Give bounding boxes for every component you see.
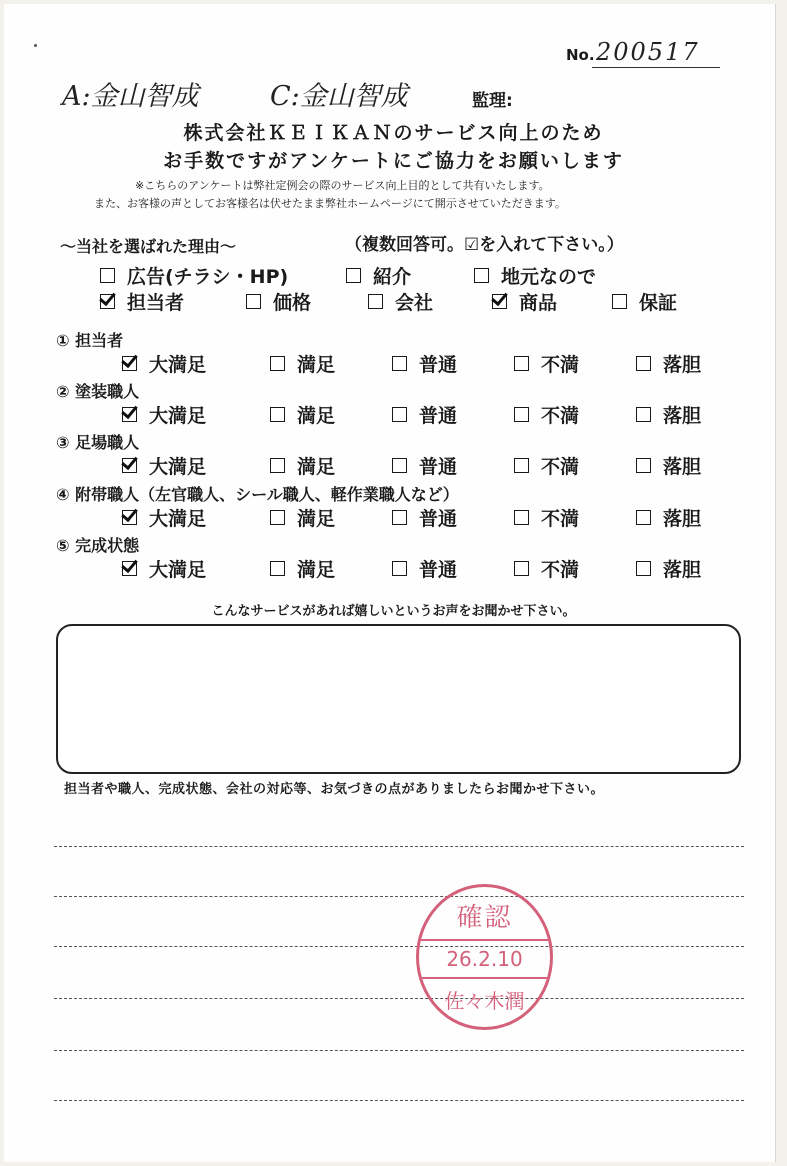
rating-option[interactable] — [122, 452, 206, 479]
rating-option[interactable] — [270, 504, 335, 531]
rating-label: 落胆 — [663, 559, 702, 581]
reason-label: 保証 — [639, 292, 678, 314]
rating-label: 満足 — [297, 559, 336, 581]
rating-option[interactable] — [392, 350, 457, 377]
checkbox[interactable] — [122, 407, 137, 422]
rating-label: 満足 — [297, 405, 336, 427]
rating-label: 大満足 — [149, 508, 207, 530]
rating-label: 大満足 — [149, 354, 207, 376]
answer-line[interactable] — [54, 1050, 744, 1051]
reasons-heading: ～当社を選ばれた理由～ — [60, 237, 237, 256]
rating-label: 満足 — [297, 354, 336, 376]
rating-label: 不満 — [541, 354, 580, 376]
reason-option-staff[interactable] — [100, 288, 184, 315]
checkbox[interactable] — [270, 510, 285, 525]
checkbox[interactable] — [122, 561, 137, 576]
checkbox[interactable] — [474, 268, 489, 283]
reason-option-referral[interactable] — [346, 262, 411, 289]
reason-option-local[interactable] — [474, 262, 596, 289]
checkbox[interactable] — [346, 268, 361, 283]
number-label: No. — [566, 46, 595, 64]
survey-title-line1: 株式会社ＫＥＩＫＡＮのサービス向上のため — [183, 122, 604, 144]
stamp-divider — [419, 977, 550, 979]
rating-label: 不満 — [541, 559, 580, 581]
rating-option[interactable] — [636, 401, 701, 428]
checkbox[interactable] — [392, 356, 407, 371]
checkbox[interactable] — [100, 268, 115, 283]
comment-box[interactable] — [56, 624, 741, 774]
answer-line[interactable] — [54, 896, 744, 897]
answer-line[interactable] — [54, 1100, 744, 1101]
checkbox[interactable] — [636, 356, 651, 371]
rating-option[interactable] — [514, 555, 579, 582]
paper-speck — [34, 44, 37, 47]
kanri-label: 監理: — [472, 91, 513, 111]
rating-option[interactable] — [122, 401, 206, 428]
reason-option-price[interactable] — [246, 288, 311, 315]
rating-option[interactable] — [392, 401, 457, 428]
privacy-note-line2: また、お客様の声としてお客様名は伏せたまま弊社ホームページにて開示させていただきます。 — [94, 197, 566, 210]
checkbox[interactable] — [246, 294, 261, 309]
rating-label: 落胆 — [663, 508, 702, 530]
privacy-note-line1: ※こちらのアンケートは弊社定例会の際のサービス向上目的として共有いたします。 — [135, 179, 550, 192]
rating-option[interactable] — [636, 350, 701, 377]
number-value: 200517 — [596, 38, 700, 66]
answer-line[interactable] — [54, 998, 744, 999]
checkbox[interactable] — [100, 294, 115, 309]
reason-label: 紹介 — [373, 266, 412, 288]
reason-option-company[interactable] — [368, 288, 433, 315]
checkbox[interactable] — [392, 510, 407, 525]
rating-option[interactable] — [636, 452, 701, 479]
checkbox[interactable] — [514, 561, 529, 576]
rating-label: 普通 — [419, 559, 458, 581]
request-prompt: こんなサービスがあれば嬉しいというお声をお聞かせ下さい。 — [211, 604, 576, 619]
rating-option[interactable] — [270, 555, 335, 582]
rating-label: 普通 — [419, 456, 458, 478]
confirmation-stamp — [416, 884, 553, 1030]
checkbox[interactable] — [636, 561, 651, 576]
reason-label: 地元なので — [501, 266, 597, 288]
rating-label: 落胆 — [663, 405, 702, 427]
rating-option[interactable] — [514, 504, 579, 531]
reason-label: 担当者 — [127, 292, 185, 314]
rating-section-title: ⑤ 完成状態 — [56, 536, 140, 555]
rating-label: 普通 — [419, 405, 458, 427]
stamp-date: 26.2.10 — [446, 947, 523, 971]
stamp-title: 確認 — [456, 903, 513, 933]
checkbox[interactable] — [392, 561, 407, 576]
checkbox[interactable] — [270, 458, 285, 473]
checkbox[interactable] — [514, 510, 529, 525]
rating-option[interactable] — [270, 401, 335, 428]
rating-section-title: ① 担当者 — [56, 331, 124, 350]
rating-label: 不満 — [541, 508, 580, 530]
checkbox[interactable] — [636, 458, 651, 473]
checkbox[interactable] — [492, 294, 507, 309]
rating-option[interactable] — [514, 452, 579, 479]
checkbox[interactable] — [392, 458, 407, 473]
number-underline — [592, 67, 720, 68]
rating-label: 満足 — [297, 508, 336, 530]
checkbox[interactable] — [368, 294, 383, 309]
rating-option[interactable] — [270, 350, 335, 377]
checkbox[interactable] — [514, 458, 529, 473]
rating-option[interactable] — [392, 504, 457, 531]
name-a: A:金山智成 — [62, 81, 199, 112]
reason-option-ad[interactable] — [100, 262, 288, 289]
rating-option[interactable] — [514, 350, 579, 377]
name-c: C:金山智成 — [270, 81, 408, 112]
checkbox[interactable] — [122, 458, 137, 473]
rating-option[interactable] — [270, 452, 335, 479]
rating-option[interactable] — [122, 555, 206, 582]
rating-label: 大満足 — [149, 456, 207, 478]
rating-label: 落胆 — [663, 456, 702, 478]
reason-label: 商品 — [519, 292, 558, 314]
reason-option-warranty[interactable] — [612, 288, 677, 315]
reason-label: 会社 — [395, 292, 434, 314]
rating-label: 普通 — [419, 508, 458, 530]
rating-label: 大満足 — [149, 559, 207, 581]
checkbox[interactable] — [612, 294, 627, 309]
rating-option[interactable] — [122, 350, 206, 377]
checkbox[interactable] — [514, 407, 529, 422]
answer-line[interactable] — [54, 846, 744, 847]
checkbox[interactable] — [122, 356, 137, 371]
reason-label: 広告(チラシ・HP) — [127, 266, 289, 288]
rating-option[interactable] — [392, 452, 457, 479]
rating-label: 不満 — [541, 405, 580, 427]
reason-label: 価格 — [273, 292, 312, 314]
checkbox[interactable] — [270, 561, 285, 576]
rating-section-title: ④ 附帯職人（左官職人、シール職人、軽作業職人など） — [56, 485, 459, 504]
rating-option[interactable] — [122, 504, 206, 531]
checkbox[interactable] — [636, 510, 651, 525]
stamp-divider — [419, 939, 550, 941]
checkbox[interactable] — [270, 407, 285, 422]
rating-option[interactable] — [636, 555, 701, 582]
rating-label: 不満 — [541, 456, 580, 478]
checkbox[interactable] — [636, 407, 651, 422]
reason-option-product[interactable] — [492, 288, 557, 315]
rating-label: 普通 — [419, 354, 458, 376]
checkbox[interactable] — [122, 510, 137, 525]
rating-label: 落胆 — [663, 354, 702, 376]
rating-option[interactable] — [392, 555, 457, 582]
checkbox[interactable] — [392, 407, 407, 422]
stamp-name: 佐々木潤 — [444, 989, 525, 1013]
rating-option[interactable] — [514, 401, 579, 428]
reasons-instruction: （複数回答可。☑を入れて下さい。） — [345, 235, 624, 255]
survey-title-line2: お手数ですがアンケートにご協力をお願いします — [163, 150, 624, 172]
rating-section-title: ③ 足場職人 — [56, 433, 140, 452]
feedback-prompt: 担当者や職人、完成状態、会社の対応等、お気づきの点がありましたらお聞かせ下さい。 — [64, 782, 605, 797]
checkbox[interactable] — [270, 356, 285, 371]
checkbox[interactable] — [514, 356, 529, 371]
rating-option[interactable] — [636, 504, 701, 531]
answer-line[interactable] — [54, 946, 744, 947]
rating-label: 満足 — [297, 456, 336, 478]
rating-section-title: ② 塗装職人 — [56, 382, 140, 401]
rating-label: 大満足 — [149, 405, 207, 427]
